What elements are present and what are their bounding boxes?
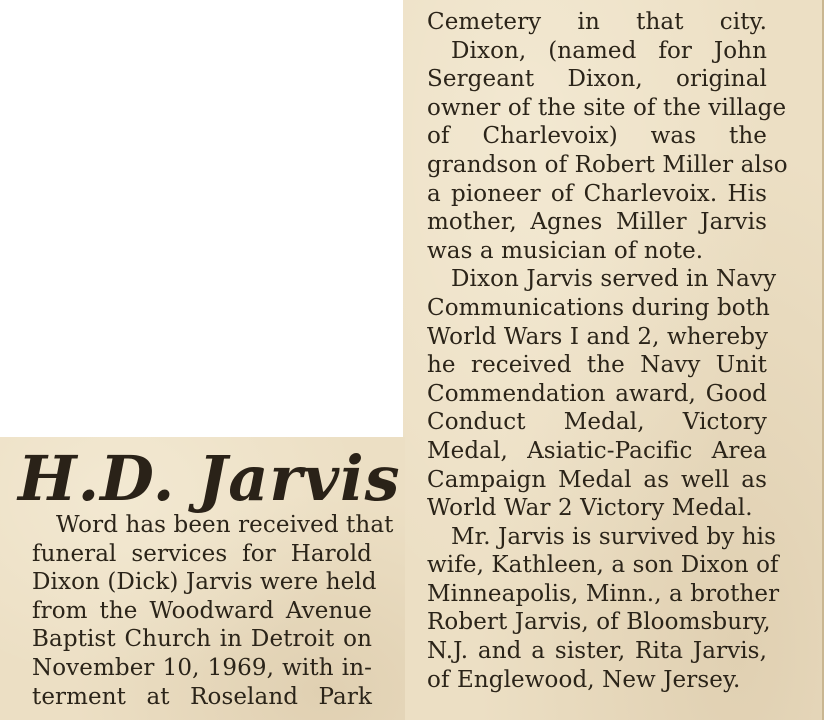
- text-line: November 10, 1969, with in-: [32, 654, 372, 681]
- text-line: World War 2 Victory Medal.: [427, 495, 753, 522]
- text-line: Baptist Church in Detroit on: [32, 626, 372, 653]
- text-line: Dixon (Dick) Jarvis were held: [32, 569, 377, 596]
- text-line: terment at Roseland Park: [32, 683, 372, 710]
- text-line: mother, Agnes Miller Jarvis: [427, 209, 767, 236]
- text-line: funeral services for Harold: [32, 540, 372, 567]
- text-line: was a musician of note.: [427, 237, 704, 264]
- text-line: Medal, Asiatic-Pacific Area: [427, 437, 767, 464]
- text-line: Cemetery in that city.: [427, 9, 767, 35]
- text-line: Mr. Jarvis is survived by his: [451, 523, 777, 550]
- text-line: owner of the site of the village: [427, 94, 787, 121]
- text-line: Minneapolis, Minn., a brother: [427, 580, 780, 607]
- text-line: Robert Jarvis, of Bloomsbury,: [427, 609, 771, 636]
- text-line: of Englewood, New Jersey.: [427, 666, 741, 693]
- obituary-text-left: [32, 511, 394, 711]
- text-line: Dixon Jarvis served in Navy: [451, 266, 777, 293]
- text-line: Word has been received that: [56, 512, 394, 538]
- text-line: Commendation award, Good: [427, 380, 767, 407]
- text-line: World Wars I and 2, whereby: [427, 323, 769, 350]
- text-line: grandson of Robert Miller also: [427, 151, 788, 178]
- text-line: he received the Navy Unit: [427, 352, 767, 379]
- text-line: Communications during both: [427, 294, 770, 321]
- text-line: N.J. and a sister, Rita Jarvis,: [427, 638, 767, 665]
- text-line: Conduct Medal, Victory: [427, 409, 767, 436]
- obituary-text-right: [427, 8, 788, 694]
- text-line: a pioneer of Charlevoix. His: [427, 180, 767, 207]
- text-line: of Charlevoix) was the: [427, 123, 767, 150]
- obituary-column-right: [403, 0, 824, 720]
- obituary-headline: H.D. Jarvis: [18, 442, 401, 515]
- text-line: Sergeant Dixon, original: [427, 66, 767, 93]
- text-line: Campaign Medal as well as: [427, 466, 767, 493]
- text-line: from the Woodward Avenue: [32, 597, 372, 624]
- text-line: wife, Kathleen, a son Dixon of: [427, 552, 779, 579]
- text-line: Dixon, (named for John: [451, 37, 767, 64]
- obituary-column-left: [0, 437, 405, 720]
